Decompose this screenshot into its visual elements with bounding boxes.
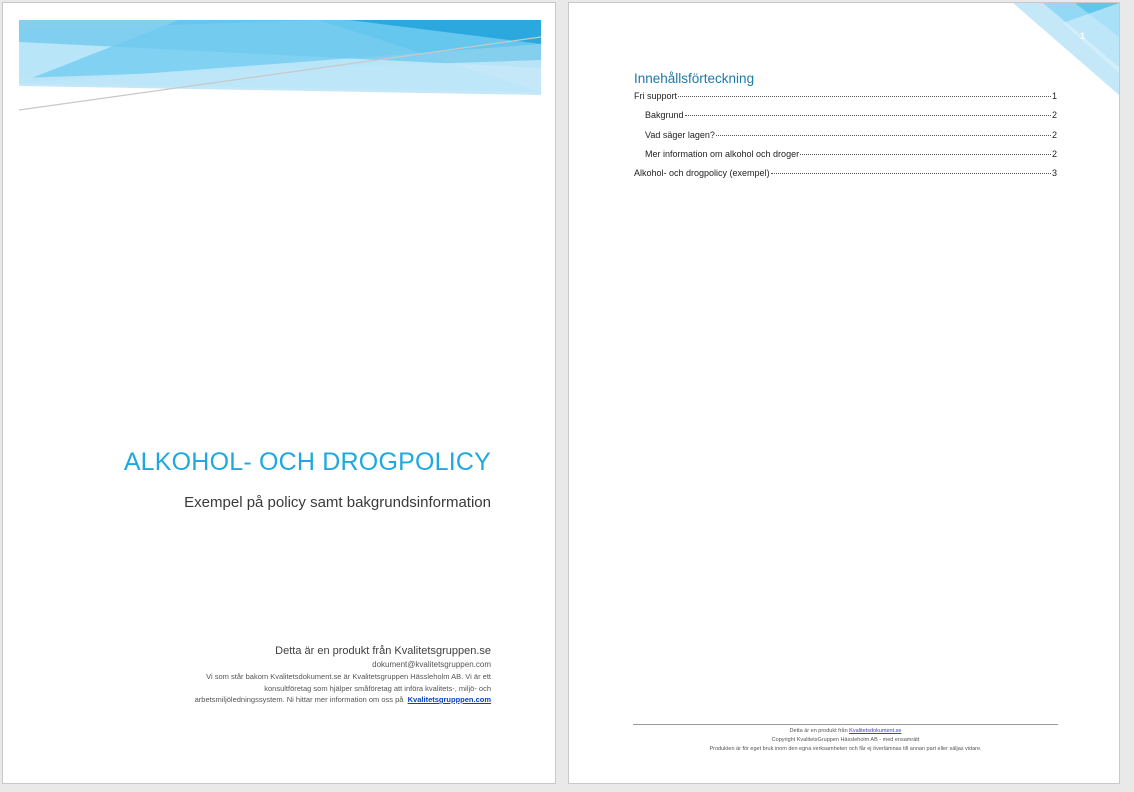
toc-list [634,91,1057,187]
toc-entry[interactable] [634,91,1057,110]
toc-entry-page: 1 [1051,91,1057,101]
product-line: Detta är en produkt från Kvalitetsgruppen.se [275,645,491,657]
toc-entry[interactable] [634,130,1057,149]
about-line-text: arbetsmiljöledningssystem. Ni hittar mer information om oss på [194,695,404,704]
toc-entry-title: Vad säger lagen? [645,129,715,140]
toc-leader-dots [800,154,1051,155]
toc-page [568,2,1120,784]
footer-product-text: Detta är en produkt från [789,728,850,734]
footer-link[interactable]: Kvalitetsdokument.se [849,728,902,734]
footer-usage-note: Produkten är för eget bruk inom den egna verksamheten och får ej överlämnas till annan part eller säljas vidare. [709,746,982,752]
toc-entry[interactable] [634,149,1057,168]
company-link[interactable]: Kvalitetsgrupppen.com [407,695,491,704]
toc-entry-title: Bakgrund [645,110,684,121]
toc-entry[interactable] [634,168,1057,187]
toc-entry-title: Mer information om alkohol och droger [645,148,800,159]
footer-line [633,727,1058,736]
toc-heading: Innehållsförteckning [634,71,755,86]
toc-entry-page: 2 [1051,148,1057,159]
cover-footer [131,645,491,706]
about-line: konsultföretag som hjälper småföretag att införa kvalitets-, miljö- och [264,683,491,693]
toc-leader-dots [716,135,1051,136]
about-line [131,694,491,706]
cover-banner-graphic [19,20,541,112]
page-number: 1 [1079,31,1085,41]
cover-subtitle: Exempel på policy samt bakgrundsinformation [184,494,491,511]
contact-email: dokument@kvalitetsgruppen.com [372,660,491,669]
corner-decoration-graphic [1013,3,1119,95]
toc-entry-page: 3 [1051,168,1057,179]
toc-leader-dots [685,115,1051,116]
cover-title: ALKOHOL- OCH DROGPOLICY [123,448,491,476]
toc-entry[interactable] [634,110,1057,129]
toc-entry-title: Fri support [634,91,678,101]
cover-page [2,2,556,784]
toc-entry-page: 2 [1051,110,1057,121]
toc-entry-page: 2 [1051,129,1057,140]
toc-leader-dots [771,173,1051,174]
footer-copyright: Copyright KvalitetsGruppen Hässleholm AB - med ensamrätt [771,737,920,743]
toc-entry-title: Alkohol- och drogpolicy (exempel) [634,168,770,179]
about-text [131,671,491,706]
about-line: Vi som står bakom Kvalitetsdokument.se är Kvalitetsgruppen Hässleholm AB. Vi är ett [206,672,491,681]
toc-leader-dots [678,96,1051,97]
page-footer [633,724,1058,754]
